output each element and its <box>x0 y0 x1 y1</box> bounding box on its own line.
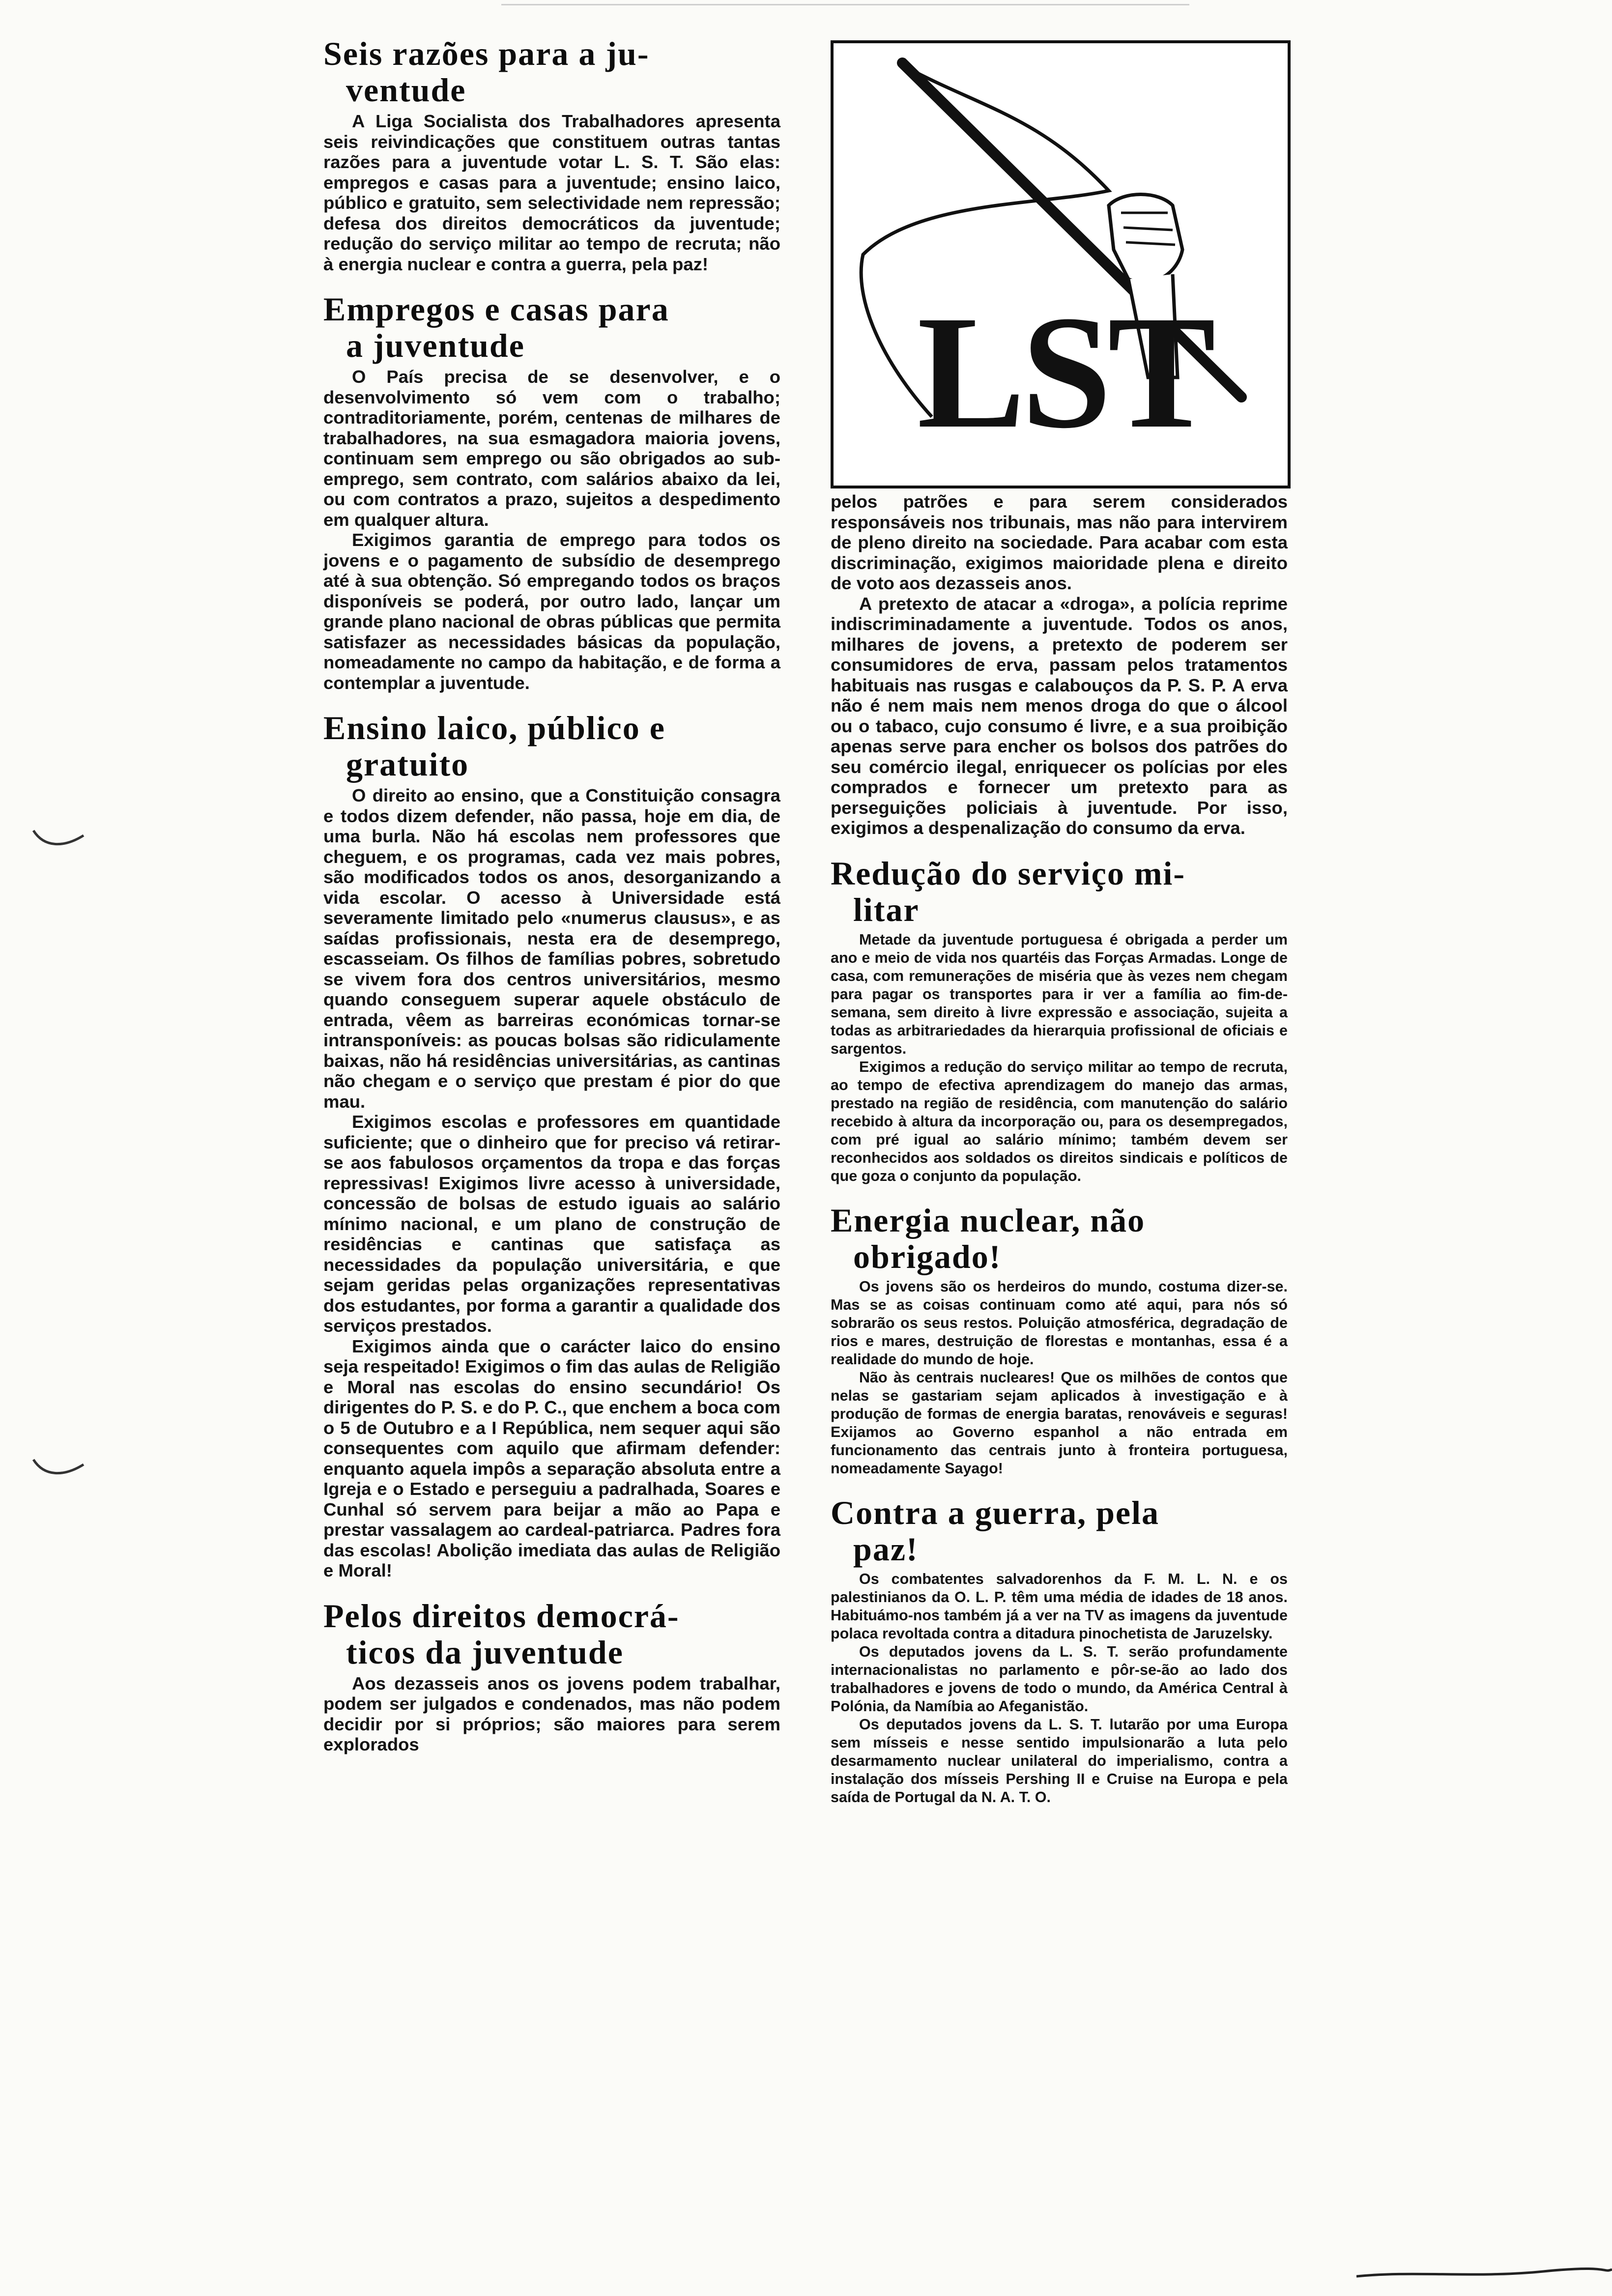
heading-line-2: paz! <box>853 1530 919 1568</box>
heading-line-1: Energia nuclear, não <box>831 1201 1146 1239</box>
left-column <box>323 35 780 1772</box>
heading-seis-razoes <box>323 35 780 108</box>
paragraph: Exigimos a redução do serviço militar ao tempo de recruta, ao tempo de efectiva aprendizagem do manejo das armas, prestado na região de residência, com manutenção do salário recebido à altura da incorporação ou, para os desempregados, com pré igual ao salário mínimo; também devem ser reconhecidos aos soldados os direitos sindicais e políticos de que goza o conjunto da população. <box>831 1058 1288 1184</box>
paragraph: pelos patrões e para serem considerados responsáveis nos tribunais, mas não para intervirem de pleno direito na sociedade. Para acabar com esta discriminação, exigimos maioridade plena e direito de voto aos dezasseis anos. <box>831 491 1288 593</box>
heading-contra-guerra <box>831 1494 1288 1567</box>
lst-logo-box <box>831 40 1291 488</box>
heading-line-1: Seis razões para a ju- <box>323 35 650 72</box>
section-contra-guerra <box>831 1494 1288 1807</box>
heading-line-2: gratuito <box>346 746 469 783</box>
paragraph: Os combatentes salvadorenhos da F. M. L. N. e os palestinianos da O. L. P. têm uma média de idades de 18 anos. Habituámo-nos também já a ver na TV as imagens da juventude polaca revoltada contra a ditadura pinochetista de Jaruzelsky. <box>831 1570 1288 1642</box>
heading-line-1: Contra a guerra, pela <box>831 1493 1160 1531</box>
paragraph: A pretexto de atacar a «droga», a polícia reprime indiscriminadamente a juventude. Todos os anos, milhares de jovens, a pretexto de poderem ser consumidores de erva, passam pelos tratamentos habituais nas rusgas e calabouços da P. S. P. A erva não é nem mais nem menos droga do que o álcool ou o tabaco, cujo consumo é livre, e a sua proibição apenas serve para encher os bolsos dos patrões do seu comércio ilegal, enriquecer os polícias por eles comprados e fornecer um pretexto para as perseguições policiais à juventude. Por isso, exigimos a despenalização do consumo da erva. <box>831 593 1288 838</box>
paragraph: Aos dezasseis anos os jovens podem trabalhar, podem ser julgados e condenados, mas não podem decidir por si próprios; são maiores para serem explorados <box>323 1673 780 1754</box>
paragraph: Exigimos escolas e professores em quantidade suficiente; que o dinheiro que for preciso vá retirar-se aos fabulosos orçamentos da tropa e das forças repressivas! Exigimos livre acesso à universidade, concessão de bolsas de estudo iguais ao salário mínimo nacional, e um plano de construção de residências e cantinas que satisfaça as necessidades da população universitária, e que sejam geridas pelas organizações representativas dos estudantes, por forma a garantir a qualidade dos serviços prestados. <box>323 1112 780 1336</box>
paragraph: O País precisa de se desenvolver, e o desenvolvimento só vem com o trabalho; contraditoriamente, porém, centenas de milhares de trabalhadores, na sua esmagadora maioria jovens, continuam sem emprego ou são obrigados ao sub-emprego, sem contrato, com salários abaixo da lei, ou com contratos a prazo, sujeitos a despedimento em qualquer altura. <box>323 367 780 530</box>
heading-ensino <box>323 710 780 782</box>
paragraph: O direito ao ensino, que a Constituição consagra e todos dizem defender, não passa, hoje em dia, de uma burla. Não há escolas nem professores que cheguem, e os programas, cada vez mais pobres, são modificados todos os anos, desorganizando a vida escolar. O acesso à Universidade está severamente limitado pelo «numerus clausus», e as saídas profissionais, nesta era de desemprego, escasseiam. Os filhos de famílias pobres, sobretudo se vivem fora dos centros universitários, mesmo quando conseguem superar aquele obstáculo de entrada, vêem as barreiras económicas tornar-se intransponíveis: as poucas bolsas são ridiculamente baixas, não há residências universitárias, as cantinas não chegam e o serviço que prestam é pior do que mau. <box>323 785 780 1112</box>
section-energia-nuclear <box>831 1202 1288 1478</box>
heading-line-2: a juventude <box>346 327 525 364</box>
heading-line-1: Ensino laico, público e <box>323 709 665 746</box>
section-direitos <box>323 1598 780 1755</box>
scan-mark <box>29 1455 88 1484</box>
paragraph: Metade da juventude portuguesa é obrigada a perder um ano e meio de vida nos quartéis das Forças Armadas. Longe de casa, com remunerações de miséria que às vezes nem chegam para pagar os transportes para ir ver a família ao fim-de-semana, sem direito à livre expressão e associação, sujeita a todas as arbitrariedades da hierarquia profissional de oficiais e sargentos. <box>831 931 1288 1057</box>
paragraph: Exigimos ainda que o carácter laico do ensino seja respeitado! Exigimos o fim das aulas de Religião e Moral nas escolas do ensino secundário! Os dirigentes do P. S. e do P. C., que enchem a boca com o 5 de Outubro e a I República, nem sequer aqui são consequentes com aquilo que afirmam defender: enquanto aquela impôs a separação absoluta entre a Igreja e o Estado e perseguiu a padralhada, Soares e Cunhal só servem para beijar a mão ao Papa e prestar vassalagem ao cardeal-patriarca. Padres fora das escolas! Abolição imediata das aulas de Religião e Moral! <box>323 1336 780 1580</box>
heading-direitos <box>323 1598 780 1670</box>
heading-line-2: ticos da juventude <box>346 1633 624 1671</box>
paragraph: A Liga Socialista dos Trabalhadores apresenta seis reivindicações que constituem outras tantas razões para a juventude votar L. S. T. São elas: empregos e casas para a juventude; ensino laico, público e gratuito, sem selectividade nem repressão; defesa dos direitos democráticos da juventude; redução do serviço militar ao tempo de recruta; não à energia nuclear e contra a guerra, pela paz! <box>323 111 780 274</box>
heading-servico-militar <box>831 855 1288 928</box>
logo-text: LST <box>917 283 1212 462</box>
heading-energia-nuclear <box>831 1202 1288 1275</box>
heading-empregos <box>323 291 780 364</box>
scan-mark <box>29 826 88 855</box>
heading-line-2: obrigado! <box>853 1237 1002 1275</box>
paragraph: Não às centrais nucleares! Que os milhões de contos que nelas se gastariam sejam aplicados à investigação e à produção de formas de energia baratas, renováveis e seguras! Exijamos ao Governo espanhol a não entrada em funcionamento das centrais junto à fronteira portuguesa, nomeadamente Sayago! <box>831 1369 1288 1477</box>
section-direitos-continued <box>831 491 1288 838</box>
raised-fist-flag-icon <box>834 43 1288 486</box>
heading-line-2: ventude <box>346 71 466 109</box>
section-empregos <box>323 291 780 693</box>
section-servico-militar <box>831 855 1288 1185</box>
paragraph: Os jovens são os herdeiros do mundo, costuma dizer-se. Mas se as coisas continuam como até aqui, para nós só sobrarão os seus restos. Poluição atmosférica, degradação de rios e mares, destruição de florestas e montanhas, essa é a realidade do mundo de hoje. <box>831 1278 1288 1368</box>
paragraph: Os deputados jovens da L. S. T. serão profundamente internacionalistas no parlamento e pôr-se-ão ao lado dos trabalhadores e jovens de todo o mundo, da América Central à Polónia, da Namíbia ao Afeganistão. <box>831 1643 1288 1715</box>
paragraph: Exigimos garantia de emprego para todos os jovens e o pagamento de subsídio de desemprego até à sua obtenção. Só empregando todos os braços disponíveis se poderá, por outro lado, lançar um grande plano nacional de obras públicas que permita satisfazer as necessidades básicas da população, nomeadamente no campo da habitação, e de forma a contemplar a juventude. <box>323 530 780 693</box>
heading-line-2: litar <box>853 890 920 928</box>
scan-mark <box>1356 2266 1612 2280</box>
top-rule <box>501 4 1189 5</box>
section-seis-razoes <box>323 35 780 274</box>
right-column <box>831 491 1288 1823</box>
heading-line-1: Redução do serviço mi- <box>831 854 1186 892</box>
heading-line-1: Pelos direitos democrá- <box>323 1597 680 1635</box>
section-ensino <box>323 710 780 1581</box>
paragraph: Os deputados jovens da L. S. T. lutarão por uma Europa sem mísseis e nesse sentido impulsionarão a luta pelo desarmamento nuclear unilateral do imperialismo, contra a instalação dos mísseis Pershing II e Cruise na Europa e pela saída de Portugal da N. A. T. O. <box>831 1716 1288 1806</box>
heading-line-1: Empregos e casas para <box>323 290 669 328</box>
